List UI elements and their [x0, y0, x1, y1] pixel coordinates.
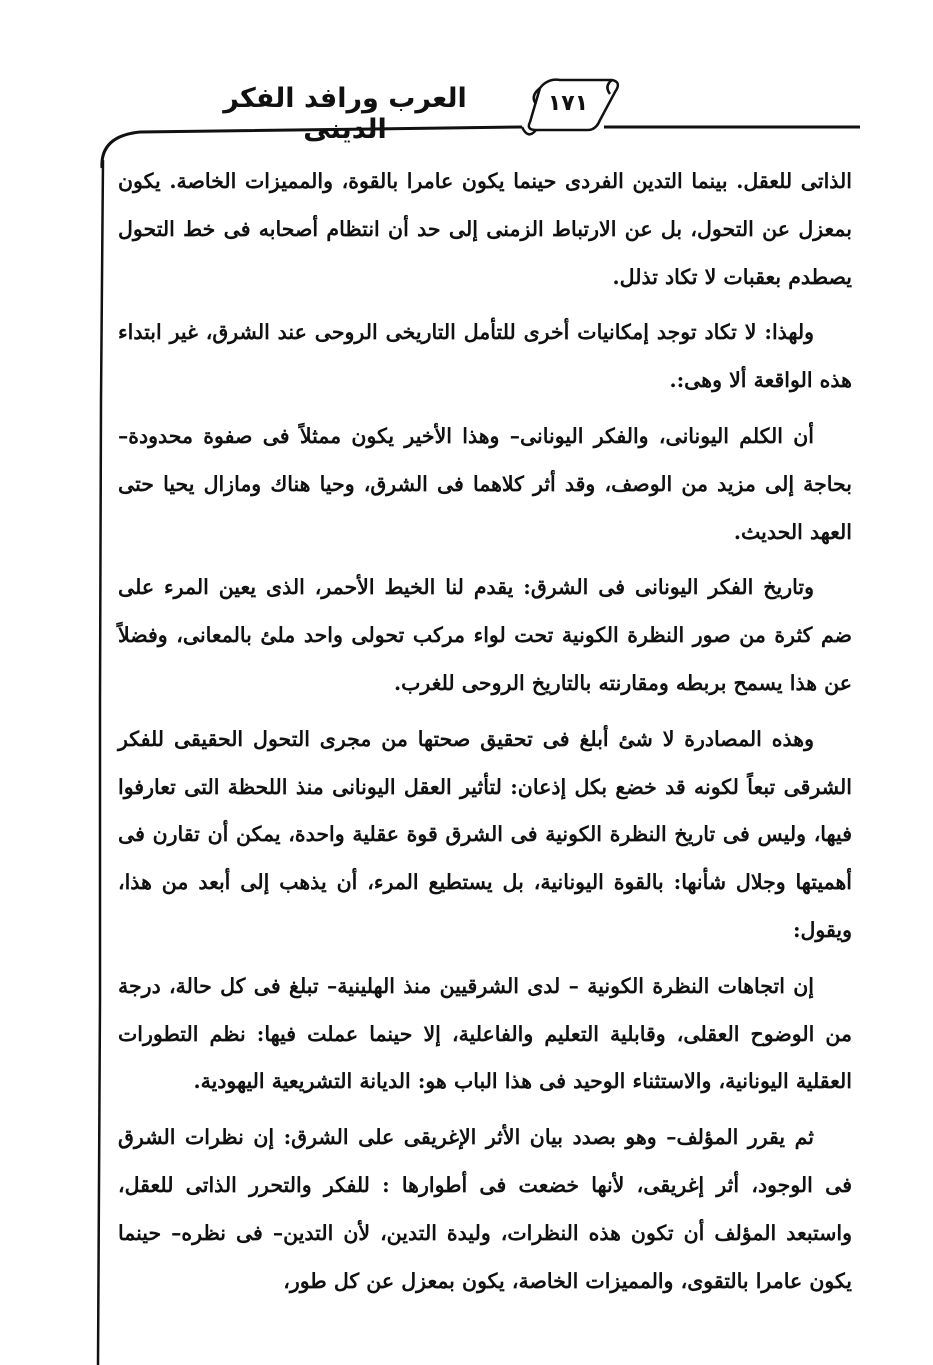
paragraph: وهذه المصادرة لا شئ أبلغ فى تحقيق صحتها من مجرى التحول الحقيقى للفكر الشرقى تبعاً لكونه قد خضع بكل إذعان: لتأثير العقل اليونانى منذ اللحظة التى تعارفوا فيها، وليس فى تاريخ النظرة الكونية فى الشرق قوة عقلية واحدة، يمكن أن تقارن فى أهميتها وجلال شأنها: بالقوة اليونانية، بل يستطيع المرء، أن يذهب إلى أبعد من هذا، ويقول:: [118, 726, 852, 942]
body-text: [118, 158, 852, 1313]
paragraph: ولهذا: لا تكاد توجد إمكانيات أخرى للتأمل التاريخى الروحى عند الشرق، غير ابتداء هذه الواقعة ألا وهى:.: [118, 320, 852, 393]
page-number: ١٧١: [547, 91, 589, 116]
paragraph: إن اتجاهات النظرة الكونية – لدى الشرقيين منذ الهلينية– تبلغ فى كل حالة، درجة من الوضوح العقلى، وقابلية التعليم والفاعلية، إلا حينما عملت فيها: نظم التطورات العقلية اليونانية، والاستثناء الوحيد فى هذا الباب هو: الديانة التشريعية اليهودية.: [118, 973, 852, 1094]
paragraph: ثم يقرر المؤلف– وهو بصدد بيان الأثر الإغريقى على الشرق: إن نظرات الشرق فى الوجود، أثر إغريقى، لأنها خضعت فى أطوارها : للفكر والتحرر الذاتى للعقل، واستبعد المؤلف أن تكون هذه النظرات، وليدة التدين، لأن التدين– فى نظره– حينما يكون عامرا بالتقوى، والمميزات الخاصة، يكون بمعزل عن كل طور،: [118, 1125, 852, 1293]
running-title: العرب ورافد الفكر الدينى: [223, 83, 467, 145]
paragraph: أن الكلم اليونانى، والفكر اليونانى– وهذا الأخير يكون ممثلاً فى صفوة محدودة– بحاجة إلى مزيد من الوصف، وقد أثر كلاهما فى الشرق، وحيا هناك ومازال يحيا حتى العهد الحديث.: [118, 423, 852, 544]
paragraph: الذاتى للعقل. بينما التدين الفردى حينما يكون عامرا بالقوة، والمميزات الخاصة. يكون بمعزل عن التحول، بل عن الارتباط الزمنى إلى حد أن انتظام أصحابه فى خط التحول يصطدم بعقبات لا تكاد تذلل.: [118, 169, 852, 289]
paragraph: وتاريخ الفكر اليونانى فى الشرق: يقدم لنا الخيط الأحمر، الذى يعين المرء على ضم كثرة من صور النظرة الكونية تحت لواء مركب تحولى واحد ملئ بالمعانى، وفضلاً عن هذا يسمح بربطه ومقارنته بالتاريخ الروحى للغرب.: [118, 575, 852, 695]
